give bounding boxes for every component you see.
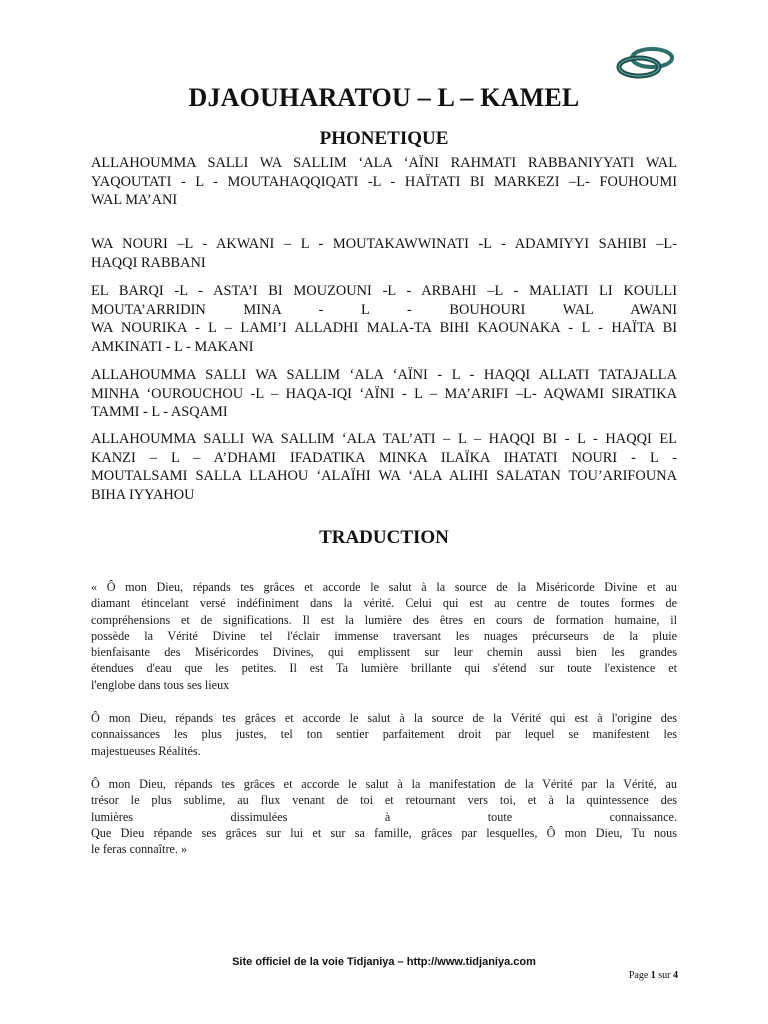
phon-line: ALLAHOUMMA SALLI WA SALLIM ‘ALA TAL’ATI – L – HAQQI BI - L - HAQQI EL <box>91 431 677 447</box>
phon-line: MINHA ‘OUROUCHOU -L – HAQA-IQI ‘AÏNI - L – MA’ARIFI –L- AQWAMI SIRATIKA <box>91 385 677 402</box>
phon-paragraph <box>91 154 677 210</box>
phon-line: YAQOUTATI - L - MOUTAHAQQIQATI -L - HAÏTATI BI MARKEZI –L- FOUHOUMI <box>91 173 677 190</box>
phon-line: HAQQI RABBANI <box>91 254 206 271</box>
phon-line: MOUTA’ARRIDIN MINA - L - BOUHOURI WAL AWANI <box>91 301 677 318</box>
trad-paragraph <box>91 710 677 759</box>
phon-line: AMKINATI - L - MAKANI <box>91 338 254 355</box>
phon-line: TAMMI - L - ASQAMI <box>91 404 228 420</box>
trad-line: majestueuses Réalités. <box>91 743 201 758</box>
phon-line: BIHA IYYAHOU <box>91 486 195 503</box>
phon-line: EL BARQI -L - ASTA’I BI MOUZOUNI -L - ARBAHI –L - MALIATI LI KOULLI <box>91 283 677 299</box>
section-title-phonetique: PHONETIQUE <box>319 128 449 149</box>
phon-paragraph <box>91 282 677 356</box>
trad-line: bienfaisante des Miséricordes Divines, qui emplissent sur leur chemin aussi bien les grandes <box>91 645 677 660</box>
trad-line: le feras connaître. » <box>91 842 188 857</box>
phon-line: MOUTALSAMI SALLA LLAHOU ‘ALAÏHI WA ‘ALA ALIHI SALATAN TOU’ARIFOUNA <box>91 468 677 484</box>
trad-paragraph <box>91 776 677 857</box>
trad-line: connaissances les plus justes, tel ton sentier parfaitement droit par lequel se manifestent les <box>91 727 677 742</box>
phon-line: WAL MA’ANI <box>91 192 178 208</box>
trad-line: compréhensions et de significations. Il est la lumière des êtres en cours de formation humaine, il <box>91 612 677 627</box>
trad-line: « Ô mon Dieu, répands tes grâces et accorde le salut à la source de la Miséricorde Divine et au <box>91 580 677 594</box>
trad-line: Que Dieu répande ses grâces sur lui et sur sa famille, grâces par lesquelles, Ô mon Dieu, Tu nous <box>91 825 677 840</box>
trad-line: Ô mon Dieu, répands tes grâces et accorde le salut à la manifestation de la Vérité par la Vérité, au <box>91 777 677 791</box>
trad-line: étendues d'eau que les petites. Il est Ta lumière brillante qui s'étend sur toute l'existence et <box>91 661 677 676</box>
trad-line: lumières dissimulées à toute connaissance. <box>91 809 677 824</box>
page-current: 1 <box>650 970 656 981</box>
trad-line: possède la Vérité Divine tel l'éclair immense traversant les nuages précurseurs de la pluie <box>91 628 677 643</box>
footer-text: Site officiel de la voie Tidjaniya – http://www.tidjaniya.com <box>232 956 536 968</box>
section-title-traduction: TRADUCTION <box>319 527 449 548</box>
trad-line: trésor le plus sublime, au flux venant de toi et retournant vers toi, et à la quintessence des <box>91 793 677 808</box>
page-sep: sur <box>658 970 671 981</box>
trad-line: Ô mon Dieu, répands tes grâces et accorde le salut à la source de la Vérité qui est à l'origine des <box>91 711 677 725</box>
phon-paragraph <box>91 430 677 504</box>
phon-line: WA NOURI –L - AKWANI – L - MOUTAKAWWINATI -L - ADAMIYYI SAHIBI –L- <box>91 236 677 252</box>
ring-logo-icon <box>616 44 676 82</box>
phon-line: WA NOURIKA - L – LAMI’I ALLADHI MALA-TA BIHI KAOUNAKA - L - HAÏTA BI <box>91 320 677 336</box>
phon-line: KANZI – L – A’DHAMI IFADATIKA MINKA ILAÏKA IHATATI NOURI - L - <box>91 449 677 466</box>
page-title: DJAOUHARATOU – L – KAMEL <box>188 83 580 112</box>
page-prefix: Page <box>628 970 649 981</box>
phon-paragraph <box>91 235 677 272</box>
page-number <box>600 970 678 981</box>
trad-line: l'englobe dans tous ses lieux <box>91 677 230 692</box>
trad-paragraph <box>91 579 677 693</box>
page-total: 4 <box>673 970 678 981</box>
phon-line: ALLAHOUMMA SALLI WA SALLIM ‘ALA ‘AÏNI RAHMATI RABBANIYYATI WAL <box>91 155 677 171</box>
phon-paragraph <box>91 366 677 422</box>
trad-line: diamant étincelant versé indéfiniment dans la vérité. Celui qui est au centre de toutes formes de <box>91 596 677 611</box>
phon-line: ALLAHOUMMA SALLI WA SALLIM ‘ALA ‘AÏNI - L - HAQQI ALLATI TATAJALLA <box>91 367 677 383</box>
